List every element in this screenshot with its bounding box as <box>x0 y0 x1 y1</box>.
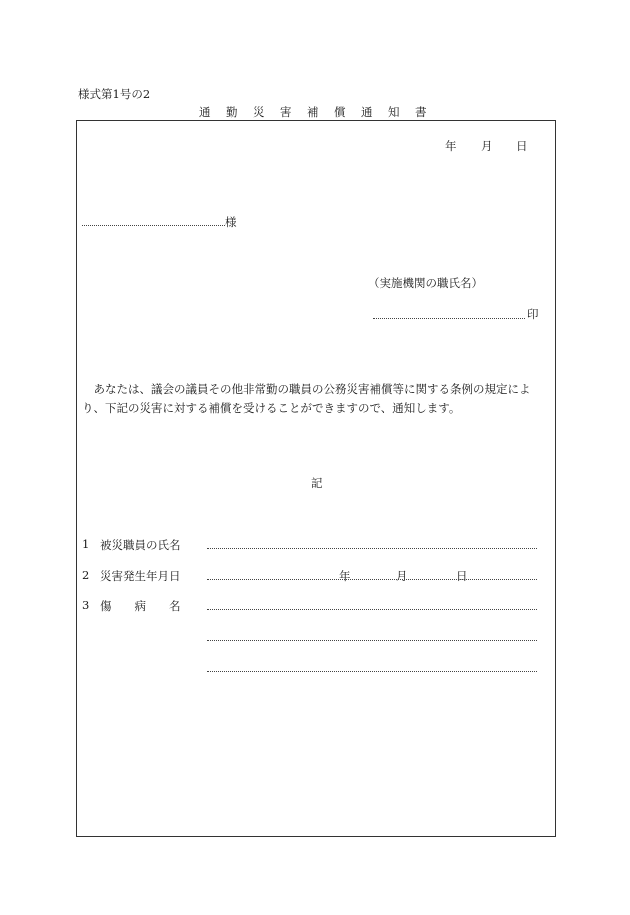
addressee-suffix: 様 <box>225 215 237 229</box>
item-3-number: 3 <box>82 598 90 612</box>
sender-title-label: （実施機関の職氏名） <box>368 276 483 290</box>
item-1-label: 被災職員の氏名 <box>100 538 181 552</box>
item-2-year-label: 年 <box>339 569 351 583</box>
document-title: 通勤災害補償通知書 <box>199 105 442 119</box>
item-2-label: 災害発生年月日 <box>100 569 181 583</box>
item-2-line <box>207 579 537 580</box>
item-1-line <box>207 548 537 549</box>
addressee-name-line <box>82 225 225 226</box>
date-month-label: 月 <box>481 139 493 153</box>
record-heading: 記 <box>311 476 323 490</box>
item-3-label: 傷 病 名 <box>100 599 181 613</box>
sender-name-line <box>373 318 525 319</box>
item-1-number: 1 <box>82 537 90 551</box>
item-3-line-1 <box>207 609 537 610</box>
item-2-day-label: 日 <box>456 569 468 583</box>
form-number: 様式第1号の2 <box>78 87 151 101</box>
item-2-month-label: 月 <box>396 569 408 583</box>
notice-paragraph: あなたは、議会の議員その他非常勤の職員の公務災害補償等に関する条例の規定により、下記の災害に対する補償を受けることができますので、通知します。 <box>82 382 531 415</box>
item-3-line-3 <box>207 671 537 672</box>
date-year-label: 年 <box>445 139 457 153</box>
date-day-label: 日 <box>516 139 528 153</box>
item-2-number: 2 <box>82 568 90 582</box>
item-3-line-2 <box>207 640 537 641</box>
seal-mark: 印 <box>527 307 539 321</box>
